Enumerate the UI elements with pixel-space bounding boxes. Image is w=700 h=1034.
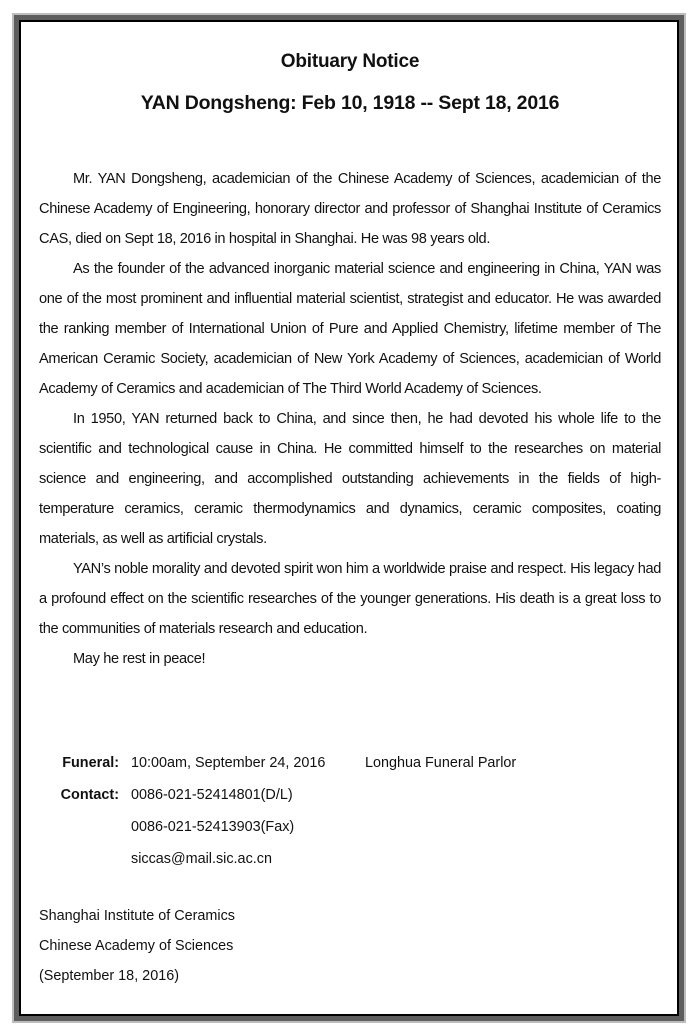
contact-row [39, 779, 639, 811]
paragraph-career: In 1950, YAN returned back to China, and since then, he had devoted his whole life to the scientific and technological cause in China. He committed himself to the researches on material science and engineering, and accomplished outstanding achievements in the fields of high-temperature ceramics, ceramic thermodynamics and dynamics, ceramic composites, coating materials, as well as artificial crystals. [39, 411, 661, 547]
contact-fax-row [39, 811, 639, 843]
contact-label: Contact: [60, 787, 119, 803]
paragraph-intro: Mr. YAN Dongsheng, academician of the Chinese Academy of Sciences, academician of the Chinese Academy of Engineering, honorary director and professor of Shanghai Institute of Ceramics CAS, died on Sept 18, 2016 in hospital in Shanghai. He was 98 years old. [39, 171, 661, 247]
signature-academy: Chinese Academy of Sciences [39, 938, 234, 954]
paragraph-rest-in-peace: May he rest in peace! [73, 651, 206, 667]
empty-label [39, 811, 131, 843]
funeral-details [39, 747, 639, 875]
contact-email-row [39, 843, 639, 875]
document-title: Obituary Notice [280, 51, 420, 72]
funeral-place: Longhua Funeral Parlor [365, 755, 517, 771]
paragraph-legacy: YAN’s noble morality and devoted spirit won him a worldwide praise and respect. His legacy had a profound effect on the scientific researches of the younger generations. His death is a great loss to the communities of materials research and education. [39, 561, 661, 637]
document-subtitle: YAN Dongsheng: Feb 10, 1918 -- Sept 18, 2016 [140, 92, 560, 114]
signature-date: (September 18, 2016) [39, 968, 179, 984]
signature-institute: Shanghai Institute of Ceramics [39, 908, 235, 924]
contact-email[interactable]: siccas@mail.sic.ac.cn [131, 851, 272, 867]
signature-block [39, 901, 235, 991]
contact-fax: 0086-021-52413903(Fax) [131, 819, 295, 835]
empty-label [39, 843, 131, 875]
contact-phone: 0086-021-52414801(D/L) [131, 787, 293, 803]
paragraph-achievements: As the founder of the advanced inorganic material science and engineering in China, YAN was one of the most prominent and influential material scientist, strategist and educator. He was awarded the ranking member of International Union of Pure and Applied Chemistry, lifetime member of The American Ceramic Society, academician of New York Academy of Sciences, academician of World Academy of Ceramics and academician of The Third World Academy of Sciences. [39, 261, 661, 397]
funeral-label: Funeral: [62, 755, 119, 771]
funeral-time: 10:00am, September 24, 2016 [131, 755, 326, 771]
funeral-row [39, 747, 639, 779]
obituary-body [39, 164, 661, 674]
